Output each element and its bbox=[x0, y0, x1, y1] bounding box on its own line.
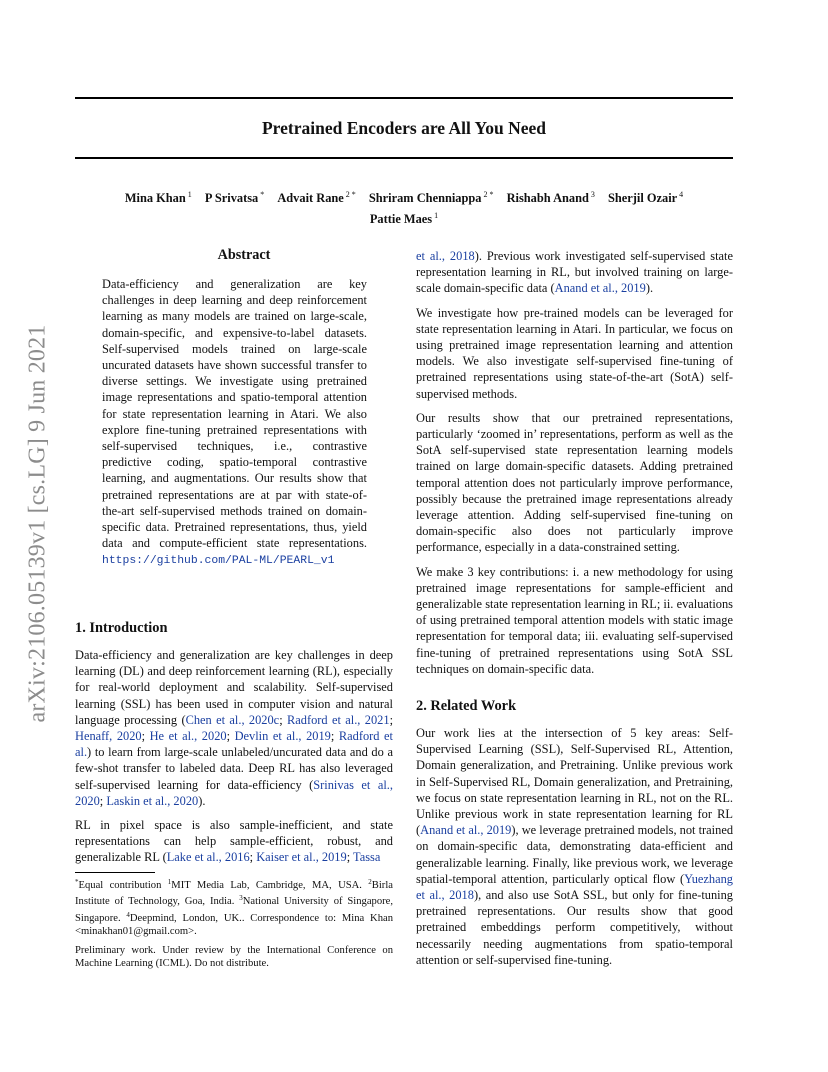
citation-link[interactable]: Radford et al., 2021 bbox=[287, 712, 390, 727]
paragraph: et al., 2018). Previous work investigated self-supervised state representation learning in RL, but involved training on large-scale domain-specific data (Anand et al., 2019). bbox=[416, 249, 733, 296]
paragraph: We investigate how pre-trained models can be leveraged for state representation learning in Atari. In particular, we focus on using pretrained image representation learning and attention models. We also investigate self-supervised fine-tuning of pretrained representations using state-of-the-art (SotA) self-supervised methods. bbox=[416, 305, 733, 401]
related-work-text bbox=[416, 725, 733, 968]
citation-link[interactable]: Srinivas et al., 2020 bbox=[75, 777, 393, 808]
author: Sherjil Ozair $^4$ bbox=[608, 190, 684, 205]
paragraph: RL in pixel space is also sample-inefficient, and state representations can help sample-efficient, robust, and generalizable RL (Lake et al., 2016; Kaiser et al., 2019; Tassa bbox=[75, 818, 393, 865]
arxiv-stamp: arXiv:2106.05139v1 [cs.LG] 9 Jun 2021 bbox=[24, 324, 51, 723]
citation-link[interactable]: Anand et al., 2019 bbox=[420, 823, 512, 838]
abstract-body: Data-efficiency and generalization are key challenges in deep learning and deep reinforcement learning as many models are trained on large-scale, domain-specific, and expensive-to-label datasets. Self-supervised models trained on large-scale uncurated datasets have shown successful transfer to diverse settings. We investigate using pretrained image representations and spatio-temporal attention for state representation learning in Atari. We also explore fine-tuning pretrained representations with self-supervised techniques, i.e., contrastive predictive coding, spatio-temporal contrastive learning, and augmentations. Our results show that pretrained representations are at par with state-of-the-art self-supervised methods trained on domain-specific data. Pretrained representations, thus, yield data and compute-efficient state representations. https://github.com/PAL-ML/PEARL_v1 bbox=[102, 277, 367, 568]
footnote-preliminary: Preliminary work. Under review by the International Conference on Machine Learning (ICML). Do not distribute. bbox=[75, 945, 393, 970]
citation-link[interactable]: Kaiser et al., 2019 bbox=[256, 850, 347, 865]
title-rule bbox=[75, 157, 733, 159]
top-rule bbox=[75, 97, 733, 99]
paragraph: Our work lies at the intersection of 5 key areas: Self-Supervised Learning (SSL), Self-Supervised RL, Attention, Domain generalization, and Pretraining. Unlike previous work in Self-Supervised RL, Domain generalization, and Pretraining, we focus on state representation learning in RL, not on the RL. Unlike previous work in state representation learning for RL (Anand et al., 2019), we leverage pretrained models, not trained on domain-specific data, demonstrating data-efficient and generalizable learning. Finally, like previous work, we leverage spatial-temporal attention, particularly optical flow (Yuezhang et al., 2018), and also use SotA SSL, but only for fine-tuning pretrained representations. Our results show that good pretrained embeddings perform competitively, without necessarily needing augmentations from spatio-temporal attention or self-supervised fine-tuning. bbox=[416, 726, 734, 967]
right-column-text bbox=[416, 248, 733, 677]
left-column-text bbox=[75, 647, 393, 866]
citation-link[interactable]: Radford et al. bbox=[75, 729, 393, 760]
paragraph: Data-efficiency and generalization are key challenges in deep learning (DL) and deep reinforcement learning (RL), especially for real-world deployment and scalability. Self-supervised learning (SSL) has been used in computer vision and natural language processing (Chen et al., 2020c; Radford et al., 2021; Henaff, 2020; He et al., 2020; Devlin et al., 2019; Radford et al.) to learn from large-scale unlabeled/uncurated data and do a few-shot transfer to labeled data. Deep RL has also leveraged self-supervised learning for data-efficiency (Srinivas et al., 2020; Laskin et al., 2020). bbox=[75, 648, 394, 808]
paragraph: We make 3 key contributions: i. a new methodology for using pretrained image representations for sample-efficient and generalizable state representation learning in RL; ii. evaluations of using pretrained temporal attention models with static image representation for temporal data; iii. evaluating self-supervised fine-tuning of pretrained representations using SotA SSL techniques on domain-specific data. bbox=[416, 564, 733, 676]
author: P Srivatsa * bbox=[204, 190, 265, 205]
author: Mina Khan $^1$ bbox=[124, 190, 192, 205]
citation-link[interactable]: Laskin et al., 2020 bbox=[106, 793, 199, 808]
author: Advait Rane $^{2 *}$ bbox=[277, 190, 356, 205]
citation-link[interactable]: Anand et al., 2019 bbox=[554, 281, 646, 296]
citation-link[interactable]: He et al., 2020 bbox=[149, 729, 227, 744]
citation-link[interactable]: Devlin et al., 2019 bbox=[234, 729, 331, 744]
abstract-heading: Abstract bbox=[217, 247, 271, 263]
author: Rishabh Anand $^3$ bbox=[506, 190, 595, 205]
section-heading-introduction: 1. Introduction bbox=[75, 620, 168, 636]
section-heading-related-work: 2. Related Work bbox=[416, 698, 517, 714]
citation-link[interactable]: Tassa bbox=[353, 850, 381, 865]
author: Shriram Chenniappa $^{2 *}$ bbox=[368, 190, 494, 205]
citation-link[interactable]: Chen et al., 2020c bbox=[185, 712, 280, 727]
footnote-affiliations: *Equal contribution $^1$MIT Media Lab, Cambridge, MA, USA. $^2$Birla Institute of Technology, Goa, India. $^3$National University of Singapore, Singapore. $^4$Deepmind, London, UK.. Correspondence to: Mina Khan <minakhan01@gmail.com>. bbox=[75, 878, 393, 938]
paper-title: Pretrained Encoders are All You Need bbox=[261, 118, 547, 138]
citation-link[interactable]: et al., 2018 bbox=[416, 249, 475, 263]
author-list bbox=[95, 186, 713, 228]
paragraph: Our results show that our pretrained representations, particularly ‘zoomed in’ representations, perform as well as the SotA self-supervised state representation learning models trained on large domain-specific datasets. Adding pretrained temporal attention does not particularly improve performance, possibly because the pretrained image representations already leverage attention. Adding self-supervised fine-tuning on domain-specific also does not particularly improve performance, especially in a data-constrained setting. bbox=[416, 410, 733, 555]
author: Pattie Maes $^1$ bbox=[369, 211, 439, 226]
footnote-rule bbox=[75, 872, 155, 873]
code-link[interactable]: https://github.com/PAL-ML/PEARL_v1 bbox=[102, 555, 335, 568]
citation-link[interactable]: Henaff, 2020 bbox=[75, 729, 142, 744]
citation-link[interactable]: Yuezhang et al., 2018 bbox=[416, 871, 733, 903]
citation-link[interactable]: Lake et al., 2016 bbox=[166, 850, 250, 865]
